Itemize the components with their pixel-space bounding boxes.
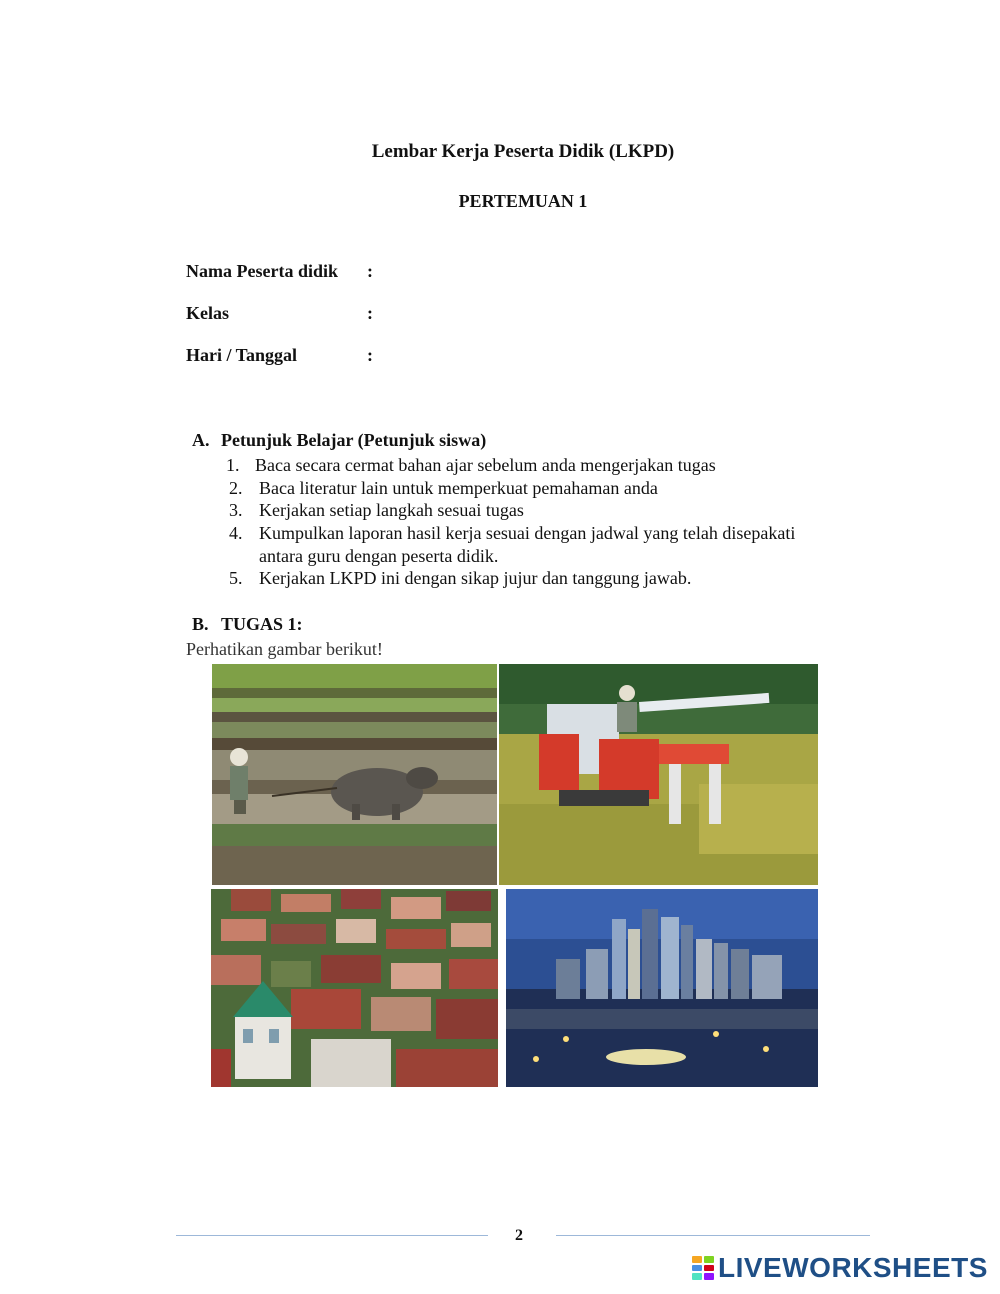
list-item-text: Kerjakan LKPD ini dengan sikap jujur dan tanggung jawab.: [259, 568, 692, 588]
section-a-letter: A.: [192, 430, 210, 450]
meeting-subtitle: PERTEMUAN 1: [458, 191, 588, 211]
section-a-title: Petunjuk Belajar (Petunjuk siswa): [221, 430, 487, 450]
photo-combine-harvester: [499, 664, 818, 885]
list-item-text: Baca literatur lain untuk memperkuat pemahaman anda: [259, 478, 658, 498]
field-label-date: Hari / Tanggal: [186, 345, 298, 365]
field-colon-class: :: [367, 303, 373, 323]
field-label-class: Kelas: [186, 303, 229, 323]
field-label-student-name: Nama Peserta didik: [186, 261, 338, 281]
list-item-text: Kumpulkan laporan hasil kerja sesuai dengan jadwal yang telah disepakati: [259, 523, 796, 543]
list-item-text: Kerjakan setiap langkah sesuai tugas: [259, 500, 524, 520]
liveworksheets-logo-text: LIVEWORKSHEETS: [718, 1252, 988, 1283]
photo-city-skyline-night: [506, 889, 818, 1087]
photo-buffalo-plowing: [212, 664, 497, 885]
footer-divider-right: [556, 1235, 870, 1236]
worksheet-title: Lembar Kerja Peserta Didik (LKPD): [371, 141, 675, 162]
task-instruction: Perhatikan gambar berikut!: [186, 639, 383, 659]
liveworksheets-logo-icon: [692, 1256, 714, 1280]
section-b-title: TUGAS 1:: [221, 614, 303, 634]
photo-hillside-town: [211, 889, 498, 1087]
list-item-text-continued: antara guru dengan peserta didik.: [259, 546, 499, 566]
field-colon-student-name: :: [367, 261, 373, 281]
section-b-letter: B.: [192, 614, 209, 634]
field-colon-date: :: [367, 345, 373, 365]
list-item-number: 4.: [229, 523, 243, 543]
liveworksheets-logo: [692, 1253, 988, 1283]
list-item-text: Baca secara cermat bahan ajar sebelum anda mengerjakan tugas: [255, 455, 716, 475]
footer-divider-left: [176, 1235, 488, 1236]
list-item-number: 1.: [226, 455, 240, 475]
list-item-number: 3.: [229, 500, 243, 520]
list-item-number: 5.: [229, 568, 243, 588]
page-number: 2: [515, 1227, 523, 1244]
list-item-number: 2.: [229, 478, 243, 498]
